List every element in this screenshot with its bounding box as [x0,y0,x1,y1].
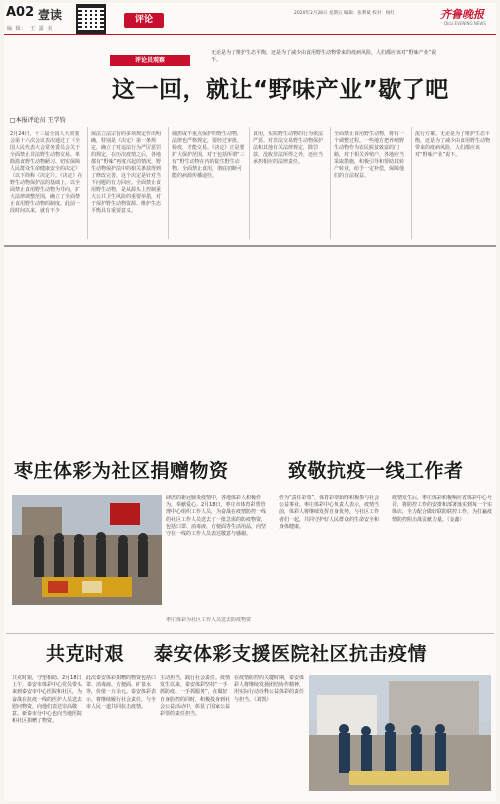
column-divider [87,127,88,239]
newspaper-logo: 齐鲁晚报 [440,8,484,21]
commentary-byline: □本报评论员 王学钧 [10,117,66,124]
section-separator [4,245,496,247]
commentary-kicker: 评论员观察 [110,55,190,66]
page-name: 壹读 [38,8,63,22]
story2-column-4: 在疫情防控的关键时期，泰安体彩人将继续发扬团结协作精神，用实际行动诠释公益体彩的责任与担当。（刘凯） [234,675,304,703]
commentary-column-6: 流行方案。无论是为了维护生态平衡，还是为了减少由食用野生动物带来的疫病风险，人们都应该对“野味产业”说不。 [415,131,491,158]
page-number: A02 [6,5,35,20]
story1-headline-left[interactable]: 枣庄体彩为社区捐赠物资 [14,460,229,482]
story1-caption: 枣庄体彩为社区工作人员送去防疫物资 [166,617,252,623]
qr-code[interactable] [76,4,106,34]
story2-headline-right[interactable]: 泰安体彩支援医院社区抗击疫情 [154,643,428,665]
page-header [4,3,496,41]
header-rule [4,34,496,35]
story2-column-1: 共克时艰，守望相助。2月18日上午，泰安市体彩中心党员带头来到泰安市中心医院和社区，为奋战在抗疫一线的医护人员送去慰问物资，向他们表达崇高敬意。新泰市分中心也向当地医院和社区捐赠了物资。 [12,675,82,725]
column-divider [249,127,250,239]
commentary-column-2: 保法立法宗旨的多项规定作出明确，特别是《决定》第一条规定，确立了对违法行为严厉惩罚的规定，在历次疫情之后，各地都有“野味”再度兴起的情况，野生动物保护法中的相关条款得到了修改完善，这个决定是针对当下问题的有力回应。全面禁止食用野生动物，是从源头上控制重大公共卫生风险的重要举措，对于保护野生动物资源、维护生态平衡具有重要意义。 [91,131,162,214]
story2-photo [309,675,491,791]
newspaper-page [4,3,496,801]
commentary-column-3: 捕捞或不重点保护的野生动物，法律也严格规定，要经过审批、检疫，才能交易。《决定》正是要扩大保护范围，对于包括所谓“三有”野生动物在内的陆生野生动物，全面禁止食用，彻底切断可能的病源传播途径。 [172,131,245,179]
column-divider [411,127,412,239]
newspaper-logo-subtitle: QILU EVENING NEWS [444,21,486,26]
issue-date: 2020年2月28日 星期五 编辑：张利斌 校对：杨红 [294,11,395,16]
story1-column-3: 疫情发生后，枣庄体彩积极响应省体彩中心号召，将防控工作的安排和部署落实到每一个实体店，全力配合做好联防联控工作，为打赢疫情防控阻击战贡献力量。（金鑫） [392,495,492,523]
column-divider [330,127,331,239]
section-label: 评论 [124,13,164,28]
story1-column-1: 肆虐的新冠肺炎疫情中，各地体彩人积极作为，奉献爱心。2月18日，枣庄市体育彩票管理中心组织工作人员，为奋战在疫情防控一线的社区工作人员送去了一批急需的防疫物资，包括口罩、消毒液、方便面等生活用品，向坚守在一线的工作人员表达敬意与感谢。 [166,495,267,538]
commentary-column-1: 2月24日，十三届全国人大常委会第十六次会议表决通过了《全国人民代表大会常务委员会关于全面禁止非法野生动物交易、革除滥食野生动物陋习、切实保障人民群众生命健康安全的决定》（以下简称《决定》）。《决定》在野生动物保护法的基础上，以全面禁止食用野生动物为导向，扩大法律调整范围，确立了全面禁止食用野生动物的制度。此前一段时间以来，就有不少 [10,131,83,214]
commentary-column-5: 全面禁止食用野生动物，将有一个调整过程。一些地方把养殖野生动物作为农民脱贫致富的门路，对于相关养殖户，各地应当采取措施，积极引导和帮助其转产转业，给予一定补偿，保障他们的合法权益。 [334,131,405,179]
editor-line: 编 辑： 王 露 美 [7,26,54,32]
story2-headline-left[interactable]: 共克时艰 [46,643,125,665]
story2-column-2: 此次泰安体彩捐赠的物资包括口罩、消毒液、方便面、矿泉水等，价值一万余元。泰安体彩表示，将继续履行社会责任，与全市人民一道共同抗击疫情。 [86,675,156,710]
commentary-column-4: 食用，实质野生动物的行为依法严惩。对非法交易野生动物保护法和其他有关法律规定，除罚款、没收非法所得之外，还应当承担相应的法律责任。 [253,131,324,165]
commentary-headline[interactable]: 这一回，就让“野味产业”歇了吧 [112,77,449,103]
story1-photo [12,495,162,605]
column-divider [168,127,169,239]
commentary-deck: 无论是为了维护生态平衡，还是为了减少由食用野生动物带来的疫病风险，人们都应该对“野味产业”说不。 [211,50,437,63]
story2-column-3: 主动担当，践行社会责任。疫情发生以来，泰安体彩坚持“一手抓防疫、一手抓服务”，在做好自身防控的同时，积极投身到社会公益活动中，彰显了国家公益彩票的责任担当。 [160,675,230,718]
story1-headline-right[interactable]: 致敬抗疫一线工作者 [288,460,464,482]
story-separator [6,633,494,634]
story1-column-2: 作为“责任彩票”，体育彩票始终积极参与社会公益事业。枣庄体彩中心负责人表示，疫情当前，体彩人将继续发挥自身优势，与社区工作者们一起，共同守护好人民群众的生命安全和身体健康。 [279,495,380,530]
